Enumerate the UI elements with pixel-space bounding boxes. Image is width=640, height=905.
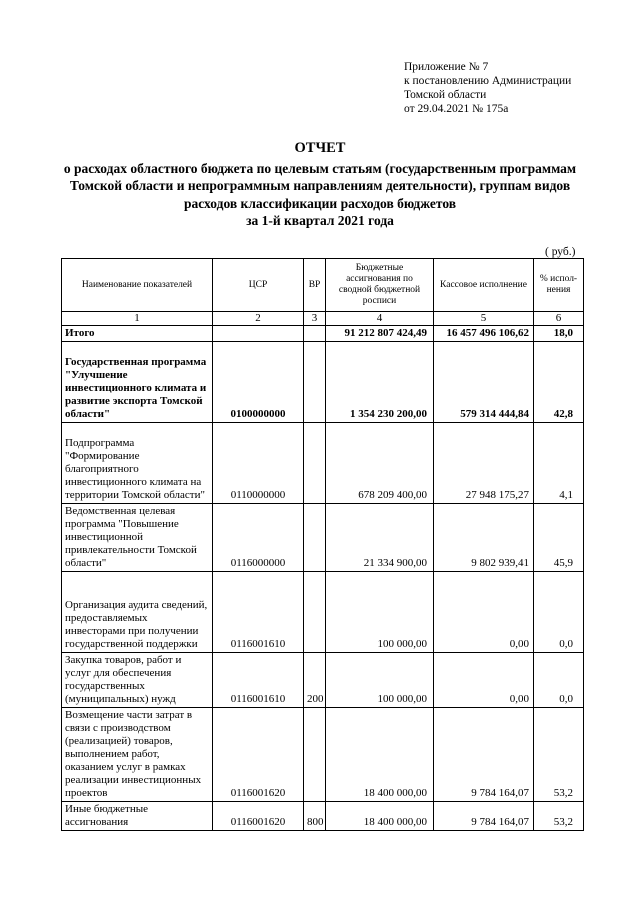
- row-percent: 45,9: [534, 504, 584, 572]
- report-heading: ОТЧЕТ: [294, 140, 346, 156]
- col-number-1: 1: [62, 312, 213, 326]
- table-row: [62, 708, 584, 802]
- appendix-line-1: Приложение № 7: [404, 61, 489, 73]
- row-csr: 0116001610: [213, 572, 304, 653]
- row-executed: 27 948 175,27: [434, 423, 534, 504]
- report-title-line-2: Томской области и непрограммным направлениям деятельности), группам видов: [69, 178, 571, 193]
- row-name: Возмещение части затрат в связи с производством (реализацией) товаров, выполнением работ, оказанием услуг в рамках реализации инвестиционных проектов: [62, 708, 213, 802]
- table-row: [62, 423, 584, 504]
- row-csr: 0116000000: [213, 504, 304, 572]
- row-vr: [304, 326, 326, 342]
- row-name: Организация аудита сведений, предоставляемых инвесторами при получении государственной поддержки: [62, 572, 213, 653]
- row-name: Итого: [62, 326, 213, 342]
- table-row: [62, 342, 584, 423]
- expenses-table: [61, 258, 584, 831]
- row-executed: 579 314 444,84: [434, 342, 534, 423]
- row-assigned: 678 209 400,00: [326, 423, 434, 504]
- row-assigned: 21 334 900,00: [326, 504, 434, 572]
- col-number-3: 3: [304, 312, 326, 326]
- row-vr: 800: [304, 802, 326, 831]
- currency-unit: ( руб.): [545, 246, 576, 258]
- row-csr: [213, 326, 304, 342]
- header-csr: ЦСР: [213, 259, 304, 312]
- row-vr: [304, 423, 326, 504]
- table-row: [62, 572, 584, 653]
- row-csr: 0116001620: [213, 802, 304, 831]
- appendix-line-2: к постановлению Администрации: [404, 75, 572, 87]
- row-assigned: 100 000,00: [326, 572, 434, 653]
- table-row: [62, 802, 584, 831]
- row-percent: 53,2: [534, 708, 584, 802]
- column-number-row: [62, 312, 584, 326]
- table-row: [62, 653, 584, 708]
- row-csr: 0100000000: [213, 342, 304, 423]
- row-vr: [304, 572, 326, 653]
- appendix-line-3: Томской области: [404, 89, 487, 101]
- row-percent: 0,0: [534, 653, 584, 708]
- row-assigned: 100 000,00: [326, 653, 434, 708]
- header-percent: % испол-нения: [534, 259, 584, 312]
- row-csr: 0116001620: [213, 708, 304, 802]
- row-executed: 16 457 496 106,62: [434, 326, 534, 342]
- report-title-line-4: за 1-й квартал 2021 года: [246, 213, 394, 228]
- row-csr: 0110000000: [213, 423, 304, 504]
- row-name: Закупка товаров, работ и услуг для обеспечения государственных (муниципальных) нужд: [62, 653, 213, 708]
- row-executed: 9 784 164,07: [434, 802, 534, 831]
- row-assigned: 18 400 000,00: [326, 708, 434, 802]
- row-percent: 53,2: [534, 802, 584, 831]
- row-vr: 200: [304, 653, 326, 708]
- row-csr: 0116001610: [213, 653, 304, 708]
- row-executed: 0,00: [434, 572, 534, 653]
- col-number-5: 5: [434, 312, 534, 326]
- col-number-6: 6: [534, 312, 584, 326]
- report-title-line-1: о расходах областного бюджета по целевым статьям (государственным программам: [63, 160, 577, 176]
- appendix-line-4: от 29.04.2021 № 175а: [404, 103, 509, 115]
- header-vr: ВР: [304, 259, 326, 312]
- row-name: Государственная программа "Улучшение инвестиционного климата и развитие экспорта Томской области": [62, 342, 213, 423]
- header-name: Наименование показателей: [62, 259, 213, 312]
- row-assigned: 91 212 807 424,49: [326, 326, 434, 342]
- col-number-4: 4: [326, 312, 434, 326]
- row-percent: 42,8: [534, 342, 584, 423]
- report-title-line-3: расходов классификации расходов бюджетов: [183, 195, 457, 211]
- appendix-block: [404, 60, 571, 116]
- row-vr: [304, 342, 326, 423]
- table-header-row: [62, 259, 584, 312]
- table-row: [62, 504, 584, 572]
- row-name: Подпрограмма "Формирование благоприятного инвестиционного климата на территории Томской области": [62, 423, 213, 504]
- row-name: Ведомственная целевая программа "Повышение инвестиционной привлекательности Томской области": [62, 504, 213, 572]
- row-executed: 9 784 164,07: [434, 708, 534, 802]
- row-name: Иные бюджетные ассигнования: [62, 802, 213, 831]
- report-title: [0, 140, 640, 230]
- row-executed: 9 802 939,41: [434, 504, 534, 572]
- row-percent: 18,0: [534, 326, 584, 342]
- col-number-2: 2: [213, 312, 304, 326]
- row-executed: 0,00: [434, 653, 534, 708]
- row-vr: [304, 708, 326, 802]
- header-executed: Кассовое исполнение: [434, 259, 534, 312]
- row-percent: 0,0: [534, 572, 584, 653]
- row-assigned: 18 400 000,00: [326, 802, 434, 831]
- table-row: [62, 326, 584, 342]
- row-vr: [304, 504, 326, 572]
- row-assigned: 1 354 230 200,00: [326, 342, 434, 423]
- header-assigned: Бюджетные ассигнования по сводной бюджетной росписи: [326, 259, 434, 312]
- row-percent: 4,1: [534, 423, 584, 504]
